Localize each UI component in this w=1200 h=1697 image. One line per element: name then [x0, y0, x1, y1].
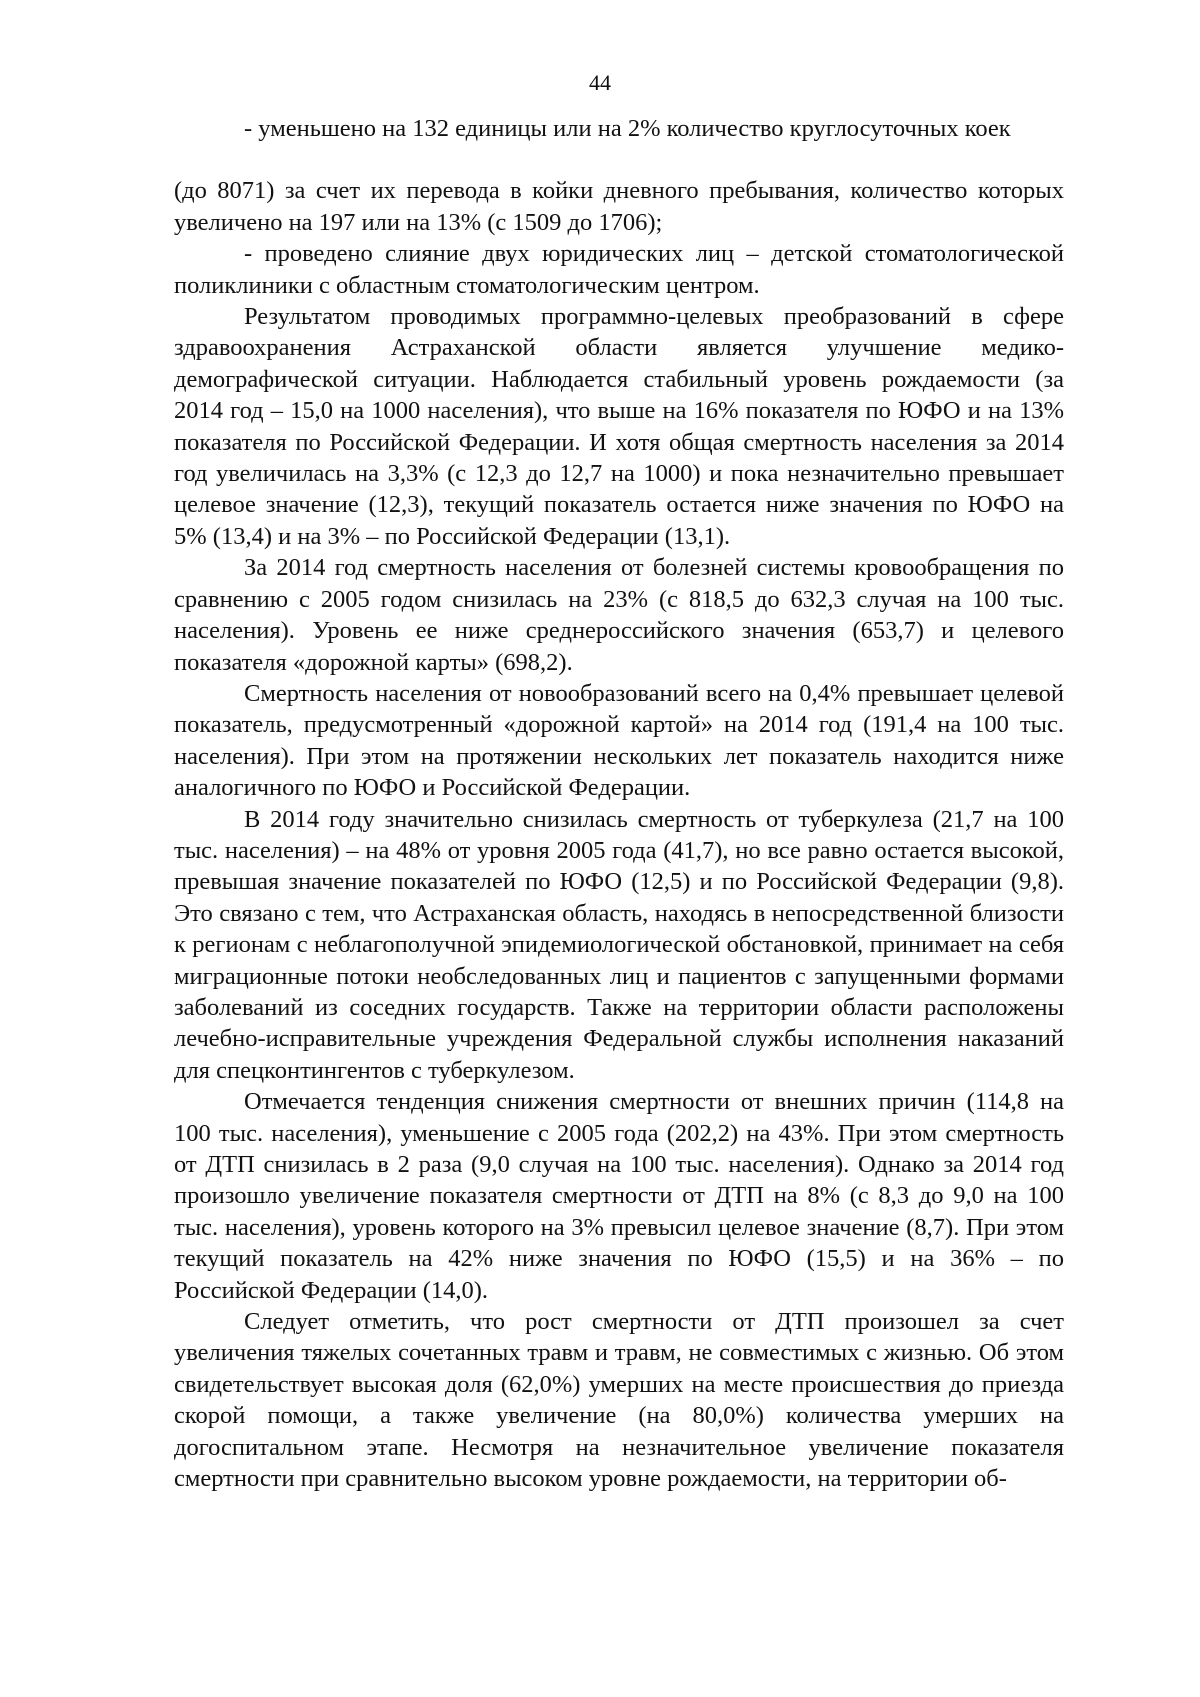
paragraph-external-causes: Отмечается тенденция снижения смертности от внешних причин (114,8 на 100 тыс. населения), уменьшение с 2005 года (202,2) на 43%. При этом смертность от ДТП снизилась в 2 раза (9,0 случая на 100 тыс. населения). Однако за 2014 год произошло увеличение показателя смертности от ДТП на 8% (с 8,3 до 9,0 на 100 тыс. населения), уровень которого на 3% превысил целевое значение (8,7). При этом текущий показатель на 42% ниже значения по ЮФО (15,5) и на 36% – по Российской Федерации (14,0). — [174, 1088, 1064, 1304]
page-number: 44 — [589, 70, 611, 95]
paragraph-neoplasm-mortality: Смертность населения от новообразований всего на 0,4% превышает целевой показатель, предусмотренный «дорожной картой» на 2014 год (191,4 на 100 тыс. населения). При этом на протяжении нескольких лет показатель находится ниже аналогичного по ЮФО и Российской Федерации. — [174, 679, 1064, 802]
body-text — [174, 113, 1064, 1494]
paragraph-circulatory-mortality: За 2014 год смертность населения от болезней системы кровообращения по сравнению с 2005 годом снизилась на 23% (с 818,5 до 632,3 случая на 100 тыс. населения). Уровень ее ниже среднероссийского значения (653,7) и целевого показателя «дорожной карты» (698,2). — [174, 554, 1064, 676]
paragraph-day-stay-beds: (до 8071) за счет их перевода в койки дневного пребывания, количество которых увеличено на 197 или на 13% (с 1509 до 1706); — [174, 177, 1064, 236]
paragraph-tuberculosis-mortality: В 2014 году значительно снизилась смертность от туберкулеза (21,7 на 100 тыс. населения) – на 48% от уровня 2005 года (41,7), но все равно остается высокой, превышая значение показателей по ЮФО (12,5) и по Российской Федерации (9,8). Это связано с тем, что Астраханская область, находясь в непосредственной близости к регионам с неблагополучной эпидемиологической обстановкой, принимает на себя миграционные потоки необследованных лиц и пациентов с запущенными формами заболеваний из соседних государств. Также на территории области расположены лечебно-исправительные учреждения Федеральной службы исполнения наказаний для спецконтингентов с туберкулезом. — [174, 805, 1064, 1084]
paragraph-road-accidents: Следует отметить, что рост смертности от ДТП произошел за счет увеличения тяжелых сочетанных травм и травм, не совместимых с жизнью. Об этом свидетельствует высокая доля (62,0%) умерших на месте происшествия до приезда скорой помощи, а также увеличение (на 80,0%) количества умерших на догоспитальном этапе. Несмотря на незначительное увеличение показателя смертности при сравнительно высоком уровне рождаемости, на территории об- — [174, 1308, 1064, 1493]
paragraph-demographics: Результатом проводимых программно-целевых преобразований в сфере здравоохранения Астраханской области является улучшение медико-демографической ситуации. Наблюдается стабильный уровень рождаемости (за 2014 год – 15,0 на 1000 населения), что выше на 16% показателя по ЮФО и на 13% показателя по Российской Федерации. И хотя общая смертность населения за 2014 год увеличилась на 3,3% (с 12,3 до 12,7 на 1000) и пока незначительно превышает целевое значение (12,3), текущий показатель остается ниже значения по ЮФО на 5% (13,4) и на 3% – по Российской Федерации (13,1). — [174, 303, 1064, 550]
paragraph-merger: - проведено слияние двух юридических лиц – детской стоматологической поликлиники с областным стоматологическим центром. — [174, 240, 1064, 299]
paragraph-bed-reduction: - уменьшено на 132 единицы или на 2% количество круглосуточных коек — [244, 115, 1011, 142]
